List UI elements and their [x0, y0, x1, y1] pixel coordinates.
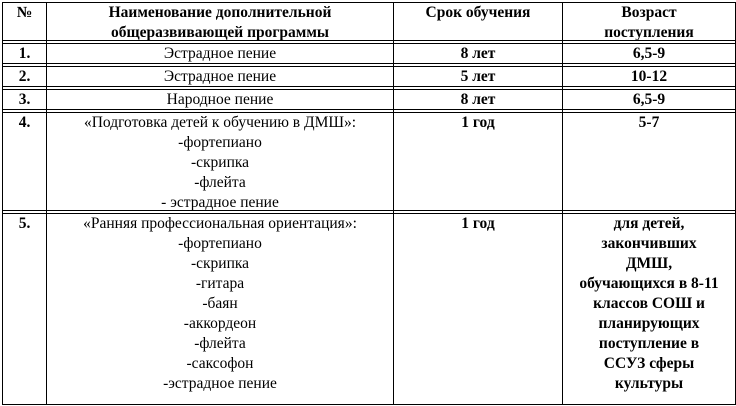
- program-title: «Подготовка детей к обучению в ДМШ»:: [83, 114, 357, 131]
- program-item: -саксофон: [186, 355, 254, 372]
- row-program-name: Эстрадное пение: [47, 67, 394, 90]
- row-term: 8 лет: [394, 44, 563, 67]
- header-number: №: [3, 3, 47, 44]
- row-number: 5.: [3, 214, 47, 404]
- table-row: [3, 214, 735, 404]
- age-line: планирующих: [598, 315, 700, 332]
- header-age: [563, 3, 735, 44]
- row-term: 1 год: [394, 113, 563, 214]
- program-item: -скрипка: [190, 255, 250, 272]
- program-item: -скрипка: [190, 154, 250, 171]
- header-age-line1: Возраст: [621, 4, 677, 21]
- age-line: для детей,: [613, 215, 685, 232]
- program-item: -флейта: [194, 335, 246, 352]
- row-age: 6,5-9: [563, 90, 735, 113]
- program-item: - эстрадное пение: [161, 194, 279, 211]
- row-number: 3.: [3, 90, 47, 113]
- program-item: -фортепиано: [178, 235, 262, 252]
- program-item: -аккордеон: [183, 315, 257, 332]
- row-age: 10-12: [563, 67, 735, 90]
- age-line: культуры: [614, 375, 684, 392]
- program-item: -баян: [202, 295, 238, 312]
- age-line: ССУЗ сферы: [603, 355, 695, 372]
- row-program-name: [47, 214, 394, 404]
- row-number: 1.: [3, 44, 47, 67]
- row-program-name: Эстрадное пение: [47, 44, 394, 67]
- row-age: 5-7: [563, 113, 735, 214]
- program-title: «Ранняя профессиональная ориентация»:: [83, 215, 357, 232]
- header-program-name-line1: Наименование дополнительной: [108, 4, 332, 21]
- program-item: -фортепиано: [178, 134, 262, 151]
- table-header-row: [3, 3, 735, 44]
- age-line: закончивших: [601, 235, 697, 252]
- age-line: обучающихся в 8-11: [579, 275, 719, 292]
- program-item: -гитара: [195, 275, 245, 292]
- row-term: 1 год: [394, 214, 563, 404]
- header-term: Срок обучения: [394, 3, 563, 44]
- row-program-name: Народное пение: [47, 90, 394, 113]
- age-line: ДМШ,: [625, 255, 673, 272]
- row-number: 2.: [3, 67, 47, 90]
- header-program-name-line2: общеразвивающей программы: [110, 24, 330, 41]
- table-row: [3, 67, 735, 90]
- row-program-name: [47, 113, 394, 214]
- age-line: классов СОШ и: [593, 295, 705, 312]
- row-number: 4.: [3, 113, 47, 214]
- program-item: -флейта: [194, 174, 246, 191]
- header-age-line2: поступления: [604, 24, 694, 41]
- row-term: 8 лет: [394, 90, 563, 113]
- row-term: 5 лет: [394, 67, 563, 90]
- table-row: [3, 90, 735, 113]
- program-item: -эстрадное пение: [163, 375, 277, 392]
- table-row: [3, 44, 735, 67]
- header-program-name: [47, 3, 394, 44]
- row-age: [563, 214, 735, 404]
- row-age: 6,5-9: [563, 44, 735, 67]
- programs-table: [2, 2, 736, 405]
- age-line: поступление в: [598, 335, 700, 352]
- table-row: [3, 113, 735, 214]
